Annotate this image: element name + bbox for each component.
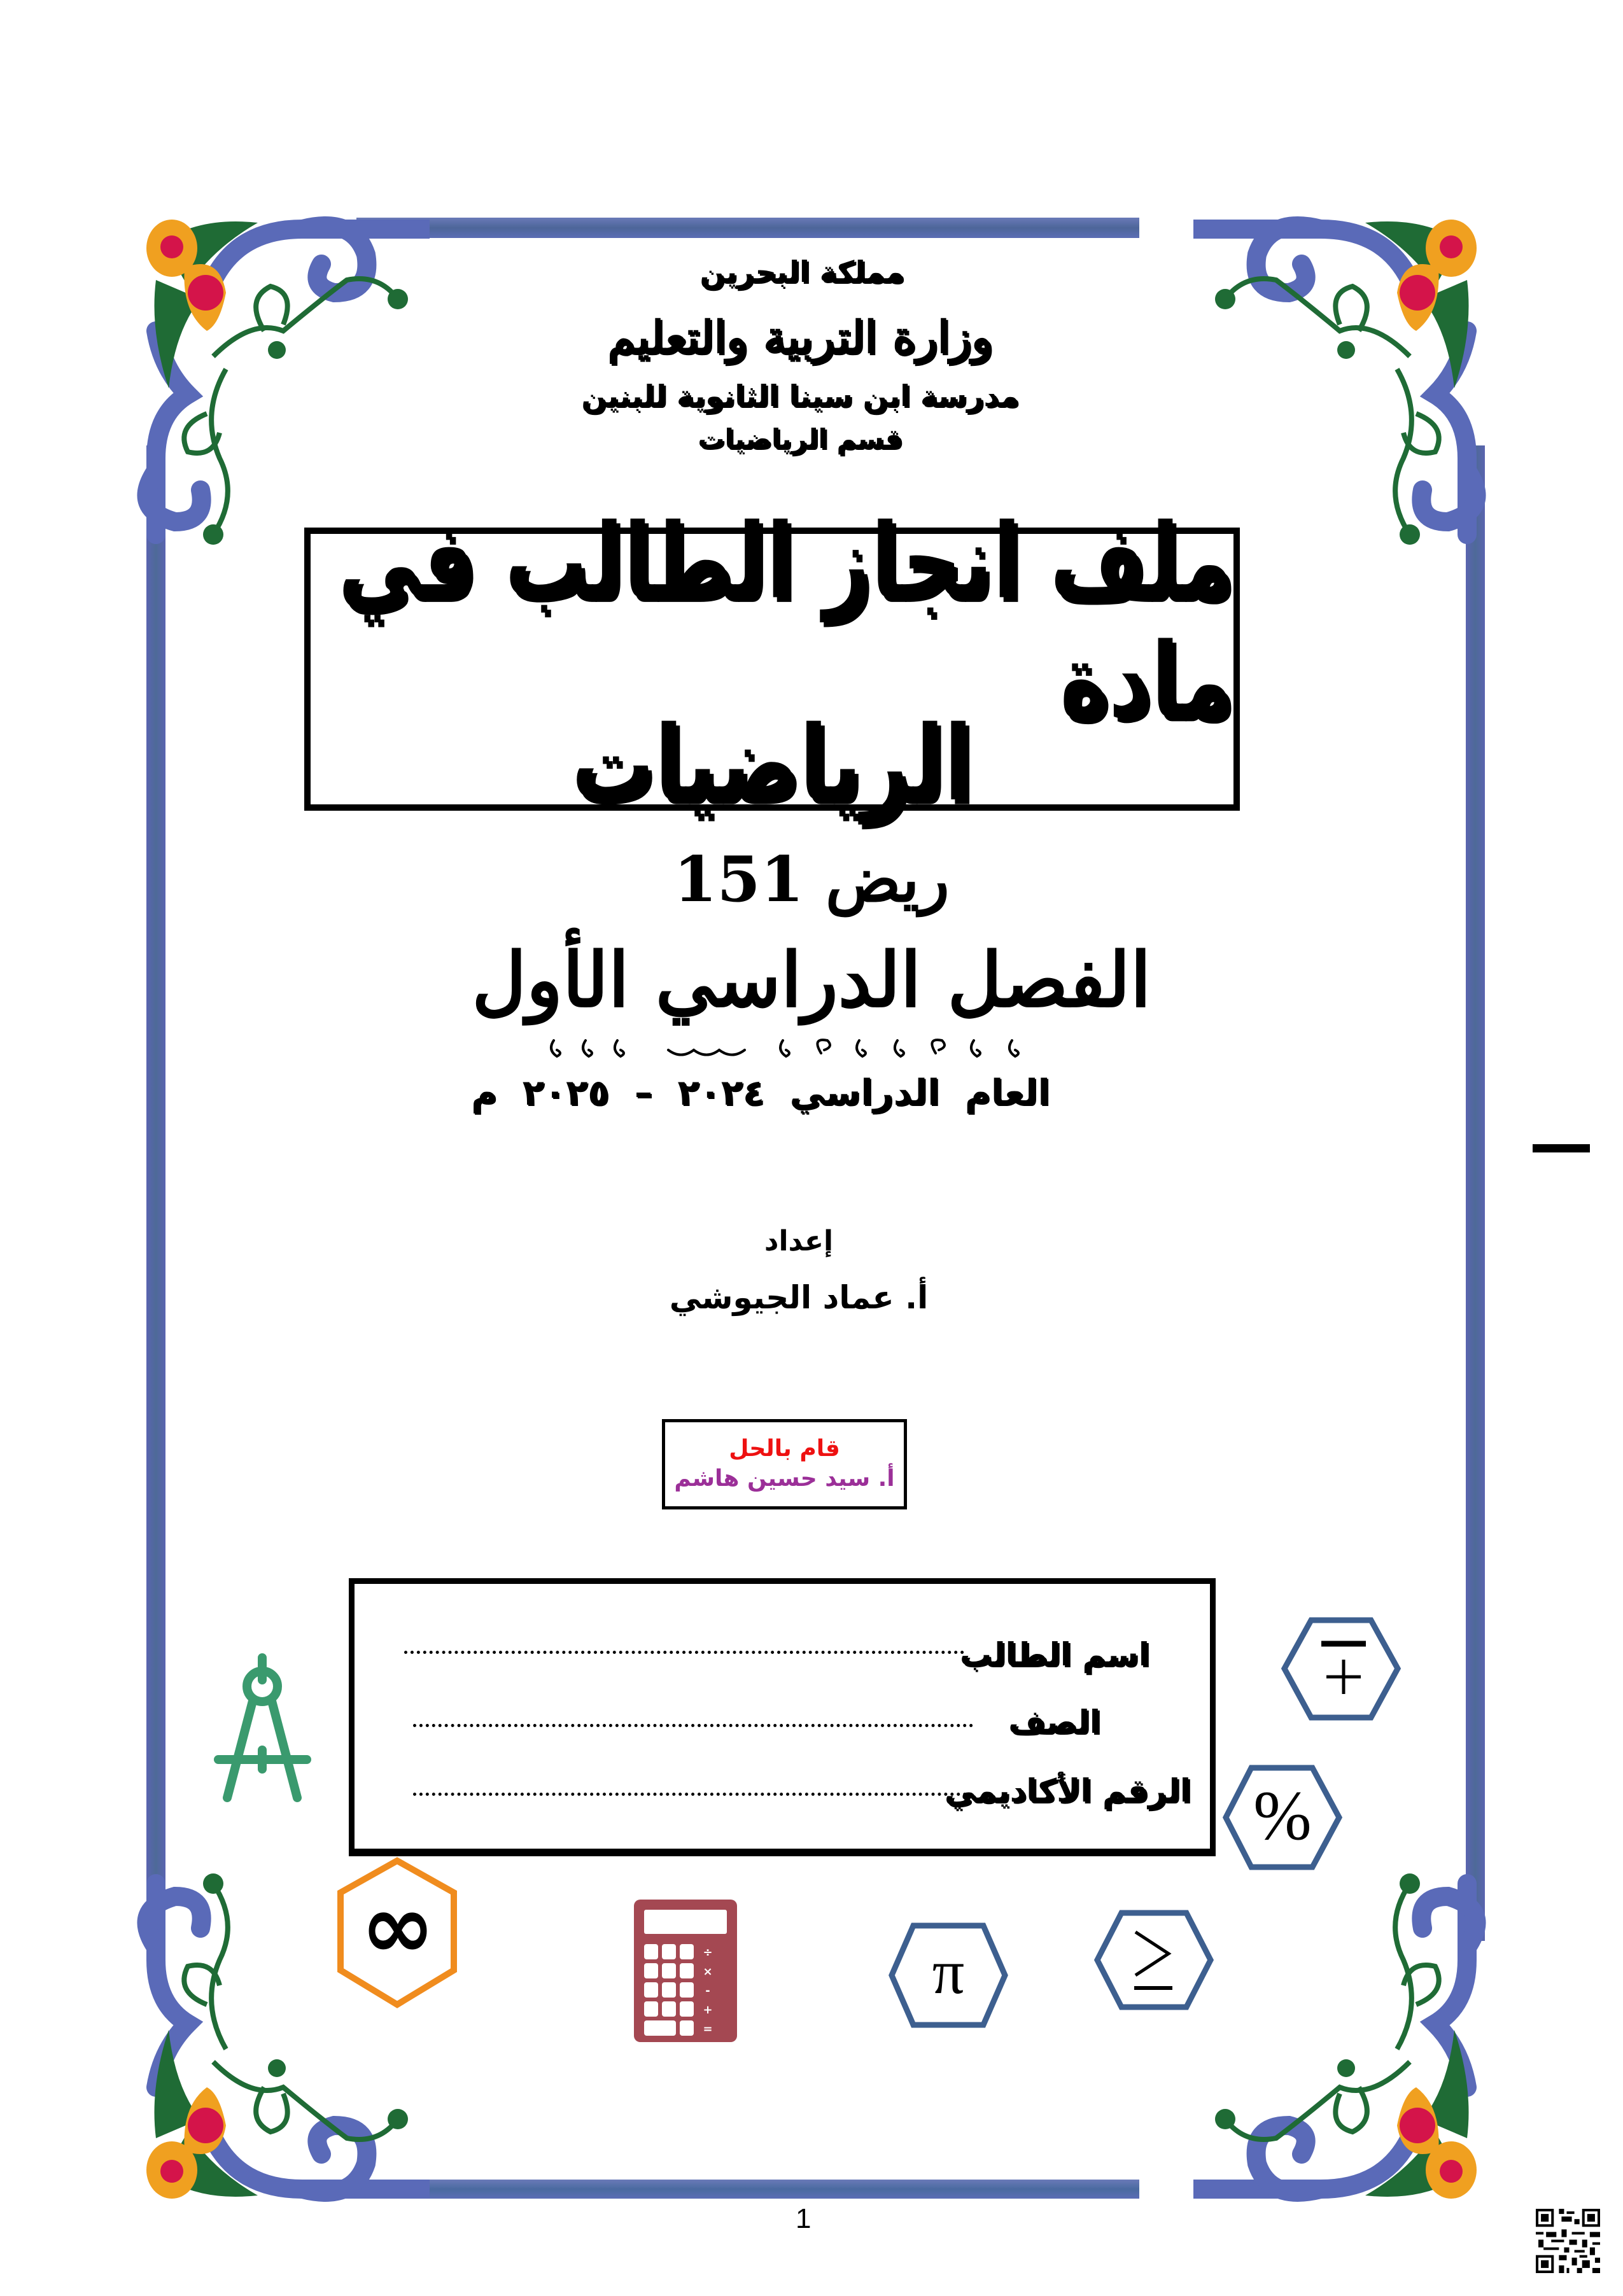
class-label: الصف: [1008, 1704, 1100, 1740]
svg-text:-: -: [705, 1984, 710, 1998]
school-name: مدرسة ابن سينا الثانوية للبنين: [581, 379, 1019, 413]
student-name-label: اسم الطالب: [959, 1636, 1149, 1673]
solver-name: أ. سيد حسين هاشم: [674, 1466, 895, 1492]
svg-text:+: +: [703, 2003, 713, 2017]
qr-code[interactable]: [1536, 2209, 1600, 2273]
academic-number-label: الرقم الأكاديمي: [944, 1772, 1191, 1809]
svg-text:=: =: [703, 2022, 713, 2036]
page-number: 1: [796, 2203, 812, 2234]
student-name-field[interactable]: [404, 1651, 964, 1654]
frame-right-border: [1466, 445, 1485, 1941]
svg-text:π: π: [932, 1936, 965, 2007]
title-line-1: ملف انجاز الطالب في مادة: [338, 501, 1233, 741]
academic-number-field[interactable]: [413, 1793, 973, 1796]
solved-by-label: قام بالحل: [729, 1436, 840, 1462]
student-name-row: [960, 1636, 1149, 1673]
svg-text:%: %: [1253, 1777, 1312, 1854]
svg-text:÷: ÷: [703, 1946, 713, 1959]
pi-icon: [888, 1922, 1009, 2029]
class-field[interactable]: [413, 1724, 973, 1727]
student-info-box: [349, 1578, 1216, 1856]
department-name: قسم الرياضيات: [698, 423, 903, 454]
semester-title: الفصل الدراسي الأول: [472, 935, 1151, 1024]
solved-by-box: [662, 1419, 907, 1509]
minus-plus-icon: [1281, 1616, 1402, 1721]
calculator-icon: [633, 1898, 738, 2043]
kingdom-name: مملكة البحرين: [699, 255, 904, 289]
portfolio-title-box: [304, 501, 1240, 825]
class-row: [1008, 1704, 1100, 1740]
prepared-by-label: إعداد: [764, 1225, 834, 1257]
percent-icon: [1222, 1764, 1343, 1871]
frame-top-border: [356, 218, 1139, 238]
ministry-name: وزارة التربية والتعليم: [607, 311, 993, 363]
svg-text:×: ×: [703, 1965, 713, 1978]
svg-text:∞: ∞: [360, 1875, 435, 1979]
frame-bottom-border: [356, 2180, 1139, 2199]
infinity-icon: [335, 1857, 460, 2010]
compass-icon: [213, 1651, 312, 1804]
corner-ornament-bottom-right: [1193, 1858, 1486, 2215]
greater-equal-icon: [1093, 1909, 1214, 2011]
academic-year: العام الدراسي ٢٠٢٤ – ٢٠٢٥ م: [471, 1072, 1050, 1114]
margin-dash-mark: [1533, 1144, 1590, 1152]
semester-flourish-decoration: [541, 1034, 1037, 1063]
academic-number-row: [945, 1772, 1191, 1809]
author-name: أ. عماد الجيوشي: [669, 1279, 929, 1316]
title-line-2: الرياضيات: [572, 703, 973, 825]
course-code: ريض 151: [673, 843, 950, 916]
frame-left-border: [146, 445, 165, 1941]
